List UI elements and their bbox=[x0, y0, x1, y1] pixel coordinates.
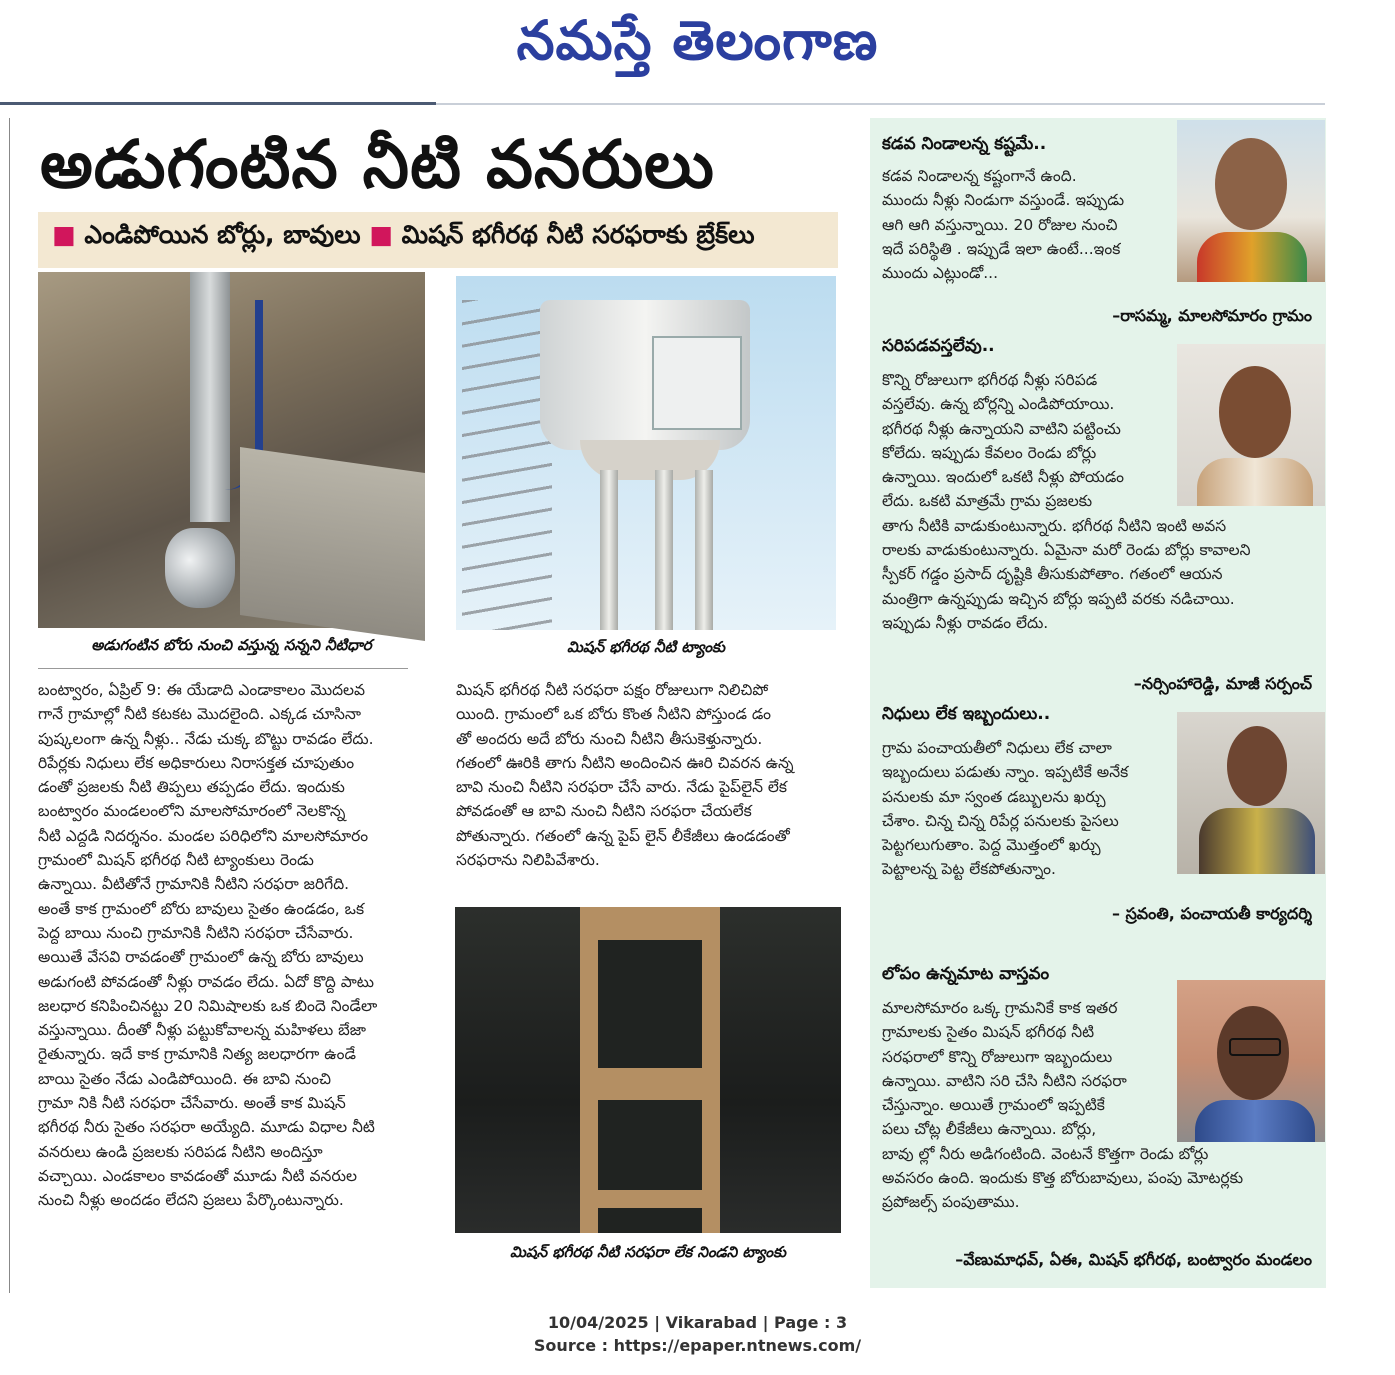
quote-line: ఉన్నాయి. వాటిని సరి చేసి నీటిని సరఫరా bbox=[882, 1071, 1127, 1090]
deck-point-1: ఎండిపోయిన బోర్లు, బావులు bbox=[75, 220, 370, 249]
body-line: డంతో ప్రజలకు నీటి తిప్పలు తప్పడం లేదు. ఇందుకు bbox=[38, 778, 345, 797]
body-line: అడుగంటి పోవడంతో నీళ్లు రావడం లేదు. ఏదో కొద్ది పాటు bbox=[38, 972, 375, 991]
quote-1-attribution: –రాసమ్మ, మాలసోమారం గ్రామం bbox=[1112, 306, 1312, 325]
body-line: పోతున్నారు. గతంలో ఉన్న పైప్ లైన్ లీకేజీలు ఉండడంతో bbox=[456, 826, 790, 845]
quote-line: గ్రామాలకు సైతం మిషన్ భగీరథ నీటి bbox=[882, 1023, 1095, 1042]
caption-photo-2: మిషన్ భగీరథ నీటి ట్యాంకు bbox=[567, 638, 725, 656]
tank-pillar bbox=[695, 470, 713, 630]
body-line: భగీరథ నీరు సైతం సరఫరా అయ్యేది. మూడు విధాల నీటి bbox=[38, 1118, 375, 1137]
body-line: బావి నుంచి నీటిని సరఫరా చేసే వారు. నేడు పైప్‌లైన్ లేక bbox=[456, 778, 787, 797]
tank-pillar bbox=[655, 470, 673, 630]
quote-line: ముందు నీళ్లు నిండుగా వస్తుండే. ఇప్పుడు bbox=[882, 191, 1125, 210]
body-line: సరఫరాను నిలిపివేశారు. bbox=[456, 851, 600, 870]
quote-line: లేదు. ఒకటి మాత్రమే గ్రామ ప్రజలకు bbox=[882, 492, 1093, 511]
ladder-gap bbox=[598, 1208, 702, 1233]
quote-line: ఆగి ఆగి వస్తున్నాయి. 20 రోజుల నుంచి bbox=[882, 215, 1118, 234]
quote-line: చేశాం. చిన్న చిన్న రిపేర్ల పనులకు పైసలు bbox=[882, 811, 1119, 830]
left-border-line bbox=[9, 118, 10, 1293]
body-line: గ్రామంలో మిషన్ భగీరథ నీటి ట్యాంకులు రెండు bbox=[38, 851, 314, 870]
body-line: పుష్కలంగా ఉన్న నీళ్లు.. నేడు చుక్క బొట్టు రావడం లేదు. bbox=[38, 729, 374, 748]
quote-line: పనులకు మా స్వంత డబ్బులను ఖర్చు bbox=[882, 787, 1106, 806]
quote-line: వస్తలేవు. ఉన్న బోర్లన్ని ఎండిపోయాయి. bbox=[882, 395, 1115, 414]
quote-2-attribution: –నర్సింహారెడ్డి, మాజీ సర్పంచ్ bbox=[1133, 674, 1312, 693]
quote-line: భగీరథ నీళ్లు ఉన్నాయని వాటిని పట్టించు bbox=[882, 419, 1121, 438]
masthead-rule-light bbox=[436, 103, 1325, 105]
body-line: రైతున్నారు. ఇదే కాక గ్రామానికి నిత్య జలధారగా ఉండే bbox=[38, 1045, 356, 1064]
quote-line: ఇదే పరిస్థితి . ఇప్పుడే ఇలా ఉంటే...ఇంక bbox=[882, 239, 1121, 258]
mission-bhagiratha-logo bbox=[652, 336, 742, 430]
quote-4-attribution: –వేణుమాధవ్, ఏఈ, మిషన్ భగీరథ, బంట్వారం మండలం bbox=[955, 1250, 1312, 1269]
body-line: వనరులు ఉండి ప్రజలకు సరిపడ నీటిని అందిస్తూ bbox=[38, 1142, 323, 1161]
body-line: ఉన్నాయి. వీటితోనే గ్రామానికి నీటిని సరఫరా జరిగేది. bbox=[38, 875, 350, 894]
body-line: వస్తున్నాయి. దీంతో నీళ్లు పట్టుకోవాలన్న మహిళలు బేజా bbox=[38, 1021, 366, 1040]
quote-line: మంత్రిగా ఉన్నప్పుడు ఇచ్చిన బోర్లు ఇప్పటి వరకు నడిచాయి. bbox=[882, 589, 1235, 608]
quote-line: పలు చోట్ల లీకేజీలు ఉన్నాయి. బోర్లు, bbox=[882, 1120, 1097, 1139]
body-line: పెద్ద బాయి నుంచి గ్రామానికి నీటిని సరఫరా చేసేవారు. bbox=[38, 923, 354, 942]
quote-line: ప్రపోజల్స్ పంపుతాము. bbox=[882, 1193, 1020, 1212]
quote-line: స్పీకర్ గడ్డం ప్రసాద్ దృష్టికి తీసుకుపోతాం. గతంలో ఆయన bbox=[882, 565, 1223, 584]
body-line: బాయి సైతం నేడు ఎండిపోయింది. ఈ బావి నుంచి bbox=[38, 1069, 331, 1088]
ladder-gap bbox=[598, 940, 702, 1068]
deck-bullet-icon: ■ bbox=[52, 220, 76, 249]
body-line: మిషన్ భగీరథ నీటి సరఫరా పక్షం రోజులుగా నిలిచిపో bbox=[456, 681, 769, 699]
article-deck bbox=[38, 212, 838, 268]
footer-source-link[interactable]: Source : https://epaper.ntnews.com/ bbox=[533, 1336, 862, 1355]
quote-2-heading: సరిపడవస్తలేవు.. bbox=[882, 336, 995, 356]
quote-line: పెట్టగలుగుతాం. పెద్ద మొత్తంలో ఖర్చు bbox=[882, 836, 1101, 855]
spiral-staircase bbox=[462, 300, 552, 630]
body-line: పోవడంతో ఆ బావి నుంచి నీటిని సరఫరా చేయలేక bbox=[456, 802, 752, 821]
quote-4-heading: లోపం ఉన్నమాట వాస్తవం bbox=[882, 964, 1050, 984]
quote-1-text bbox=[882, 164, 1172, 285]
quote-4-text bbox=[882, 996, 1312, 1215]
quote-line: మాలసోమారం ఒక్క గ్రామనికే కాక ఇతర bbox=[882, 999, 1118, 1017]
ladder-gap bbox=[598, 1100, 702, 1190]
quote-line: కోలేదు. ఇప్పుడు కేవలం రెండు బోర్లు bbox=[882, 443, 1097, 462]
saree-shape bbox=[1197, 232, 1307, 282]
article-column-1 bbox=[38, 678, 430, 1213]
body-line: నీటి ఎద్దడి నిదర్శనం. మండల పరిధిలోని మాలసోమారం bbox=[38, 826, 369, 845]
body-line: అంతే కాక గ్రామంలో బోరు బావులు సైతం ఉండడం, ఒక bbox=[38, 899, 365, 918]
quote-2-text bbox=[882, 368, 1312, 635]
body-line: గానే గ్రామాల్లో నీటి కటకట మొదలైంది. ఎక్కడ చూసినా bbox=[38, 705, 361, 724]
body-line: గతంలో ఊరికి తాగు నీటిని అందించిన ఊరి చివరన ఉన్న bbox=[456, 753, 794, 772]
portrait-rasamma bbox=[1177, 120, 1325, 282]
caption-photo-3: మిషన్ భగీరథ నీటి సరఫరా లేక నిండని ట్యాంకు bbox=[510, 1243, 786, 1261]
quote-line: చేస్తున్నాం. అయితే గ్రామంలో ఇప్పటికే bbox=[882, 1096, 1105, 1115]
quote-line: పెట్టాలన్న పెట్ట లేకపోతున్నాం. bbox=[882, 860, 1056, 879]
caption-divider bbox=[38, 668, 408, 669]
quote-1-heading: కడవ నిండాలన్న కష్టమే.. bbox=[882, 134, 1047, 154]
quote-line: రాలకు వాడుకుంటున్నారు. ఏమైనా మరో రెండు బోర్లు కావాలని bbox=[882, 541, 1251, 560]
quote-line: తాగు నీటికి వాడుకుంటున్నారు. భగీరథ నీటిని ఇంటి అవస bbox=[882, 516, 1227, 535]
body-line: నుంచి నీళ్లు అందడం లేదని ప్రజలు పేర్కొంటున్నారు. bbox=[38, 1191, 344, 1210]
quote-line: అవసరం ఉంది. ఇందుకు కొత్త బోరుబావులు, పంపు మోటర్లకు bbox=[882, 1169, 1244, 1188]
footer-date-edition: 10/04/2025 | Vikarabad | Page : 3 bbox=[547, 1313, 848, 1332]
body-line: అయితే వేసవి రావడంతో గ్రామంలో ఉన్న బోరు బావులు bbox=[38, 948, 364, 967]
body-line: యింది. గ్రామంలో ఒక బోరు కొంత నీటిని పోస్తుండ డం bbox=[456, 705, 771, 724]
masthead-rule-dark bbox=[0, 102, 436, 105]
quote-line: ఉన్నాయి. ఇందులో ఒకటి నీళ్లు పోయడం bbox=[882, 468, 1125, 487]
quote-line: కొన్ని రోజులుగా భగీరథ నీళ్లు సరిపడ bbox=[882, 371, 1098, 389]
deck-bullet-icon: ■ bbox=[369, 220, 393, 249]
quote-3-text bbox=[882, 736, 1172, 882]
body-line: తో అందరు అదే బోరు నుంచి నీటిని తీసుకెళ్తున్నారు. bbox=[456, 729, 763, 748]
dress-shape bbox=[1199, 808, 1315, 874]
quote-line: ఇప్పుడు నీళ్లు రావడం లేదు. bbox=[882, 613, 1049, 632]
borewell-pipe bbox=[190, 272, 230, 522]
body-line: గ్రామా నికి నీటి సరఫరా చేసేవారు. అంతే కాక మిషన్ bbox=[38, 1094, 346, 1113]
quote-line: కడవ నిండాలన్న కష్టంగానే ఉంది. bbox=[882, 167, 1077, 185]
body-line: బంట్వారం, ఏప్రిల్ 9: ఈ యేడాది ఎండాకాలం మొదలవ bbox=[38, 681, 366, 699]
body-line: వచ్చాయి. ఎండకాలం కావడంతో మూడు నీటి వనరుల bbox=[38, 1166, 357, 1185]
concrete-wall bbox=[240, 447, 425, 641]
steel-pot bbox=[165, 528, 235, 608]
body-line: బంట్వారం మండలంలోని మాలసోమారంలో నెలకొన్న bbox=[38, 802, 346, 821]
quote-3-heading: నిధులు లేక ఇబ్బందులు.. bbox=[882, 704, 1051, 724]
portrait-sravanthi bbox=[1177, 712, 1325, 874]
caption-photo-1: అడుగంటిన బోరు నుంచి వస్తున్న సన్నని నీటిధార bbox=[91, 636, 372, 654]
body-line: రిపేర్లకు నిధులు లేక అధికారులు నిరాసక్తత చూపుతుం bbox=[38, 753, 355, 772]
quote-line: ఇబ్బందులు పడుతు న్నాం. ఇప్పటికే అనేక bbox=[882, 763, 1129, 782]
quote-line: గ్రామ పంచాయతీలో నిధులు లేక చాలా bbox=[882, 739, 1112, 757]
article-column-2 bbox=[456, 678, 842, 872]
face-shape bbox=[1215, 138, 1287, 230]
quote-3-attribution: – స్రవంతి, పంచాయతీ కార్యదర్శి bbox=[1112, 904, 1312, 923]
quote-line: బావు ల్లో నీరు అడిగంటింది. వెంటనే కొత్తగా రెండు బోర్లు bbox=[882, 1144, 1209, 1163]
article-headline: అడుగంటిన నీటి వనరులు bbox=[40, 126, 715, 203]
quote-line: ముందు ఎట్లుండో... bbox=[882, 264, 999, 283]
quote-line: సరఫరాలో కొన్ని రోజులుగా ఇబ్బందులు bbox=[882, 1047, 1113, 1066]
face-shape bbox=[1227, 726, 1287, 806]
deck-point-2: మిషన్ భగీరథ నీటి సరఫరాకు బ్రేక్‌లు bbox=[392, 220, 755, 249]
tank-pillar bbox=[600, 470, 618, 630]
masthead-title: నమస్తే తెలంగాణ bbox=[516, 8, 879, 72]
body-line: జలధార కనిపించినట్టు 20 నిమిషాలకు ఒక బిందె నిండేలా bbox=[38, 996, 378, 1015]
